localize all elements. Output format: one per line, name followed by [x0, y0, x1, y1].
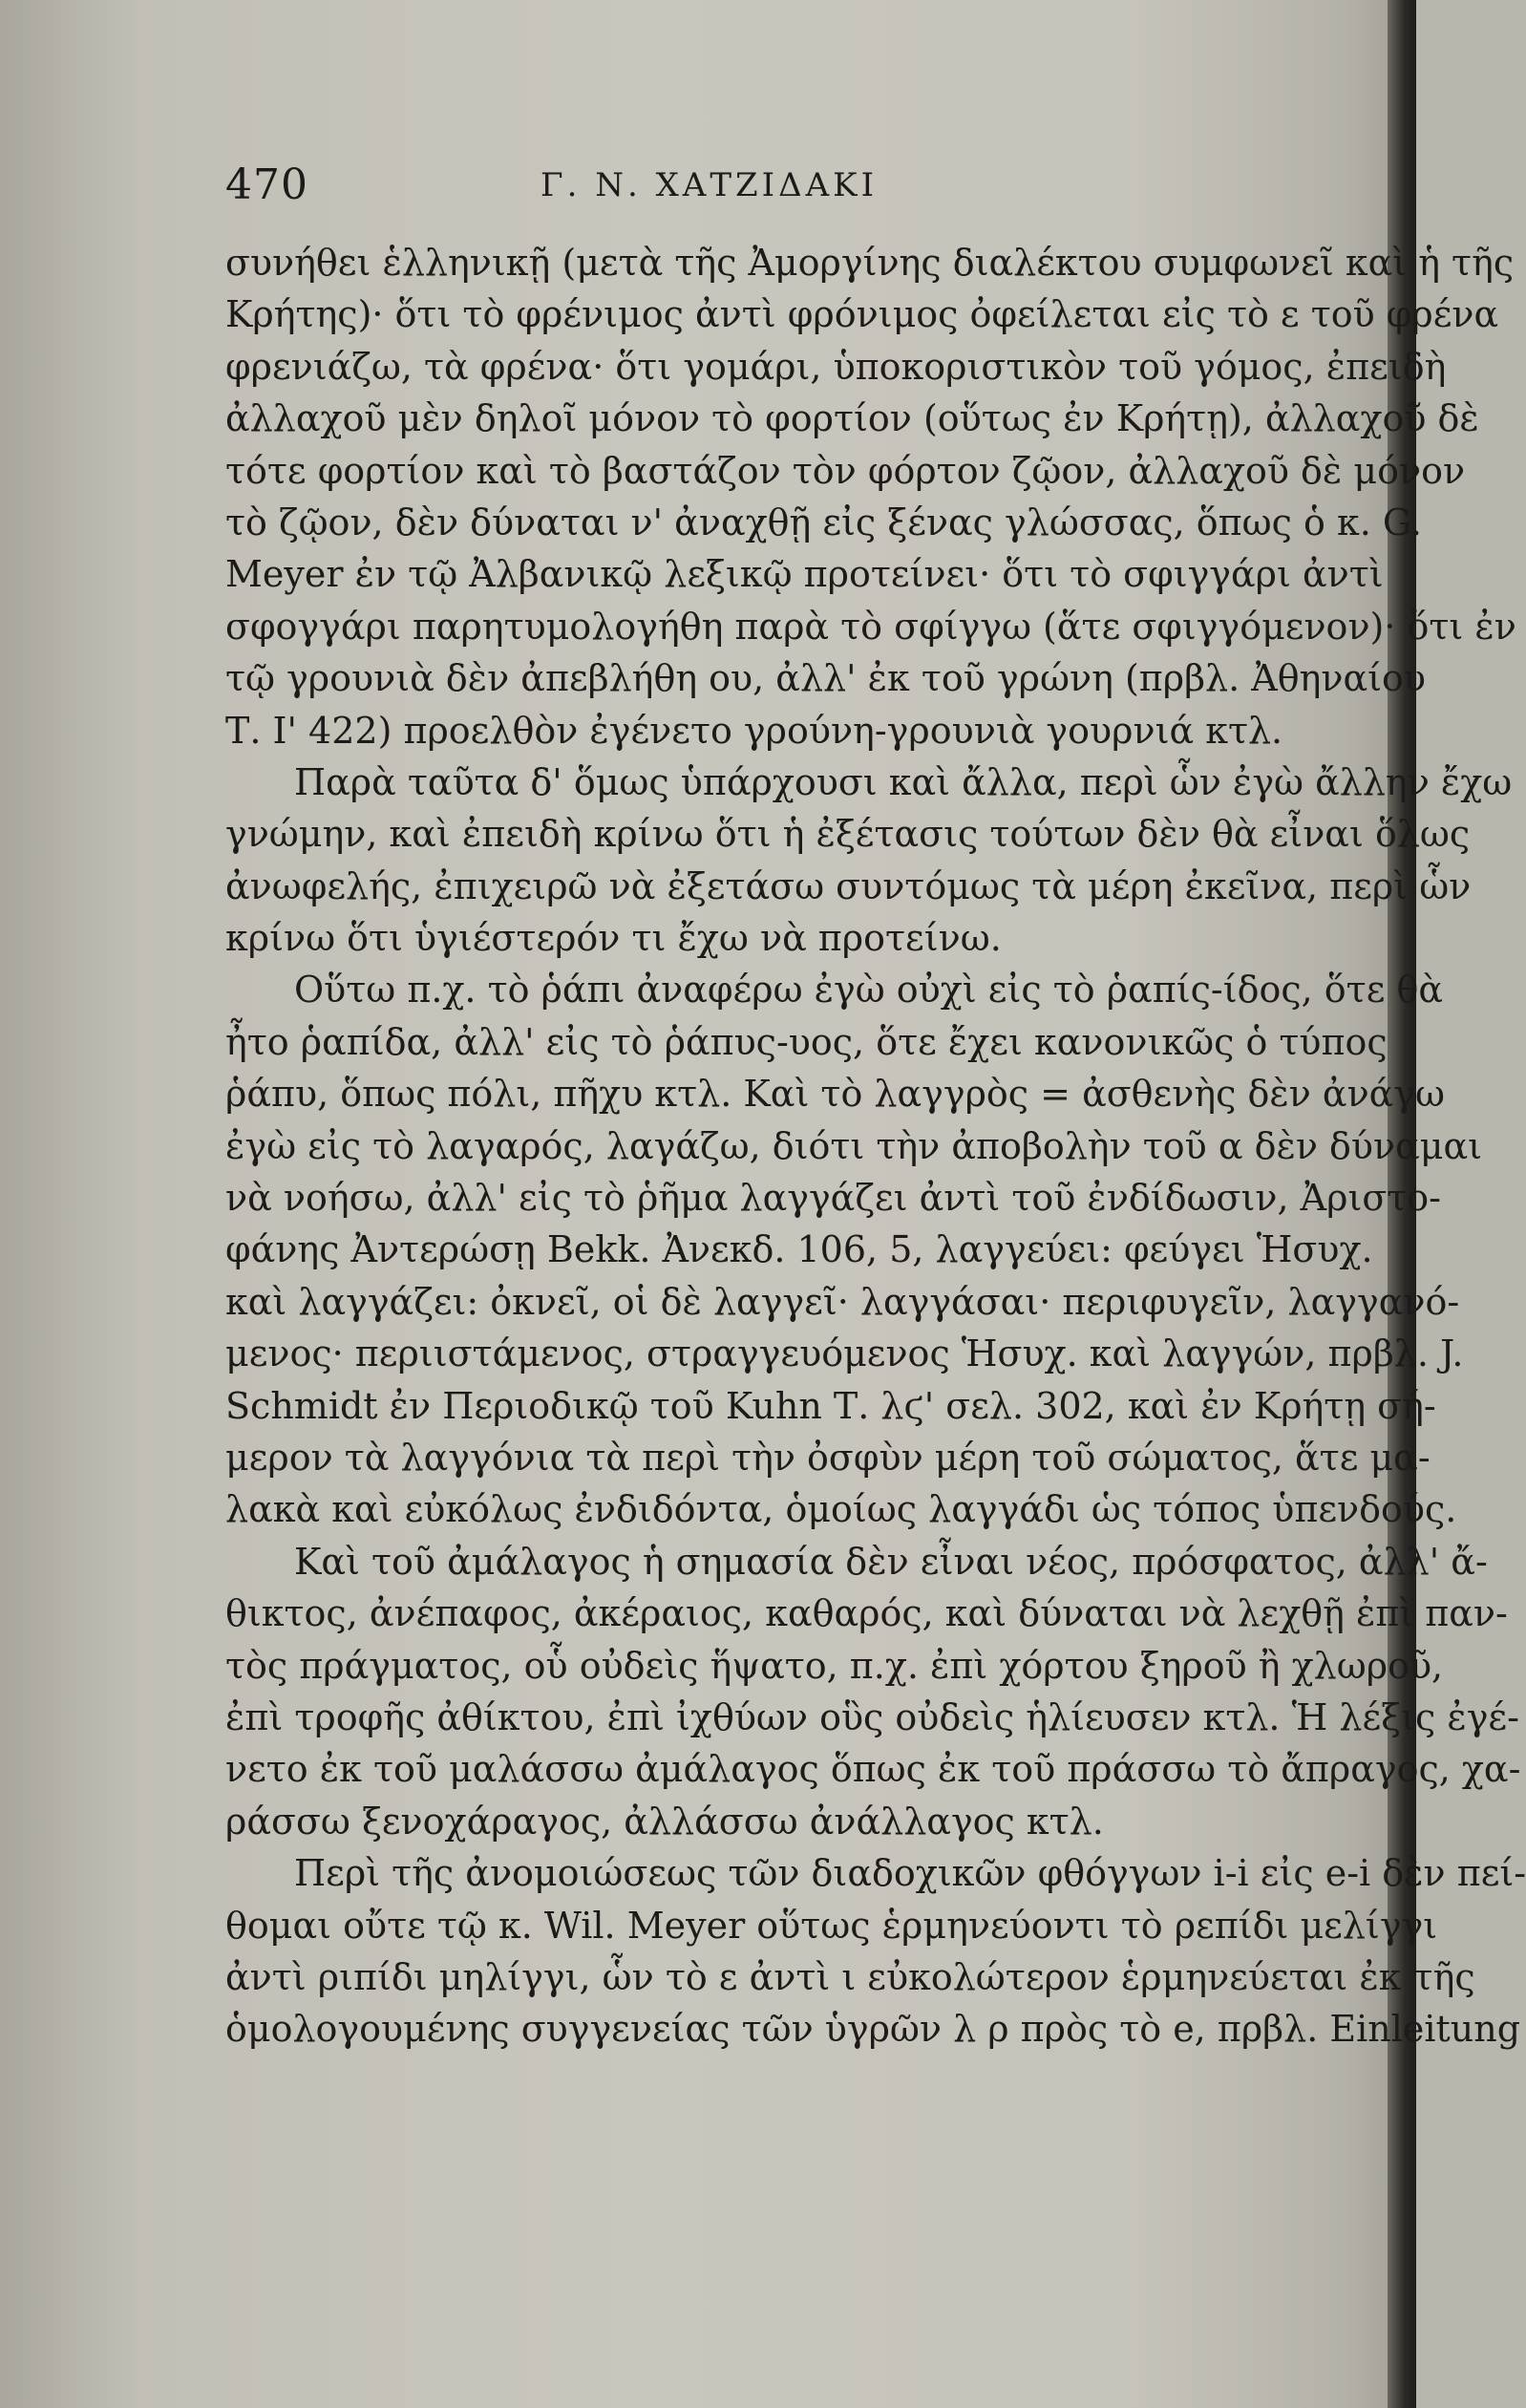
text-line: τὸ ζῷον, δὲν δύναται ν' ἀναχθῇ εἰς ξένας γλώσσας, ὅπως ὁ κ. G. [225, 501, 1422, 543]
text-line: κρίνω ὅτι ὑγιέστερόν τι ἔχω νὰ προτείνω. [225, 917, 1002, 960]
body-text [225, 237, 1526, 2056]
text-line: σφογγάρι παρητυμολογήθη παρὰ τὸ σφίγγω (ἅτε σφιγγόμενον)· ὅτι ἐν [225, 605, 1516, 648]
text-line: γνώμην, καὶ ἐπειδὴ κρίνω ὅτι ἡ ἐξέτασις τούτων δὲν θὰ εἶναι ὅλως [225, 813, 1471, 856]
text-line: μερον τὰ λαγγόνια τὰ περὶ τὴν ὀσφὺν μέρη τοῦ σώματος, ἅτε μα- [225, 1436, 1431, 1479]
text-line: Schmidt ἐν Περιοδικῷ τοῦ Kuhn Τ. λϛ' σελ. 302, καὶ ἐν Κρήτῃ σή- [225, 1384, 1436, 1427]
text-line: ἐγὼ εἰς τὸ λαγαρός, λαγάζω, διότι τὴν ἀποβολὴν τοῦ α δὲν δύναμαι [225, 1124, 1483, 1167]
text-line: Meyer ἐν τῷ Ἀλβανικῷ λεξικῷ προτείνει· ὅτι τὸ σφιγγάρι ἀντὶ [225, 553, 1384, 596]
text-line: Τ. Ι' 422) προελθὸν ἐγένετο γρούνη-γρουνιὰ γουρνιά κτλ. [225, 709, 1283, 752]
text-line: ἀλλαχοῦ μὲν δηλοῖ μόνον τὸ φορτίον (οὕτως ἐν Κρήτῃ), ἀλλαχοῦ δὲ [225, 397, 1479, 440]
running-head: Γ. Ν. ΧΑΤΖΙΔΑΚΙ [540, 166, 879, 204]
text-line: λακὰ καὶ εὐκόλως ἐνδιδόντα, ὁμοίως λαγγάδι ὡς τόπος ὑπενδούς. [225, 1488, 1457, 1531]
text-line: θικτος, ἀνέπαφος, ἀκέραιος, καθαρός, καὶ δύναται νὰ λεχθῇ ἐπὶ παν- [225, 1592, 1508, 1635]
text-line: φάνης Ἀντερώσῃ Bekk. Ἀνεκδ. 106, 5, λαγγεύει: φεύγει Ἡσυχ. [225, 1228, 1373, 1271]
text-line: ἦτο ῥαπίδα, ἀλλ' εἰς τὸ ῥάπυς-υος, ὅτε ἔχει κανονικῶς ὁ τύπος [225, 1020, 1388, 1063]
text-line: ἀντὶ ριπίδι μηλίγγι, ὧν τὸ ε ἀντὶ ι εὐκολώτερον ἑρμηνεύεται ἐκ τῆς [225, 1955, 1475, 1998]
text-line: καὶ λαγγάζει: ὀκνεῖ, οἱ δὲ λαγγεῖ· λαγγάσαι· περιφυγεῖν, λαγγανό- [225, 1280, 1460, 1323]
text-line: ῥάπυ, ὅπως πόλι, πῆχυ κτλ. Καὶ τὸ λαγγρὸς = ἀσθενὴς δὲν ἀνάγω [225, 1073, 1446, 1116]
page-header [225, 160, 1352, 208]
text-line: ἐπὶ τροφῆς ἀθίκτου, ἐπὶ ἰχθύων οὓς οὐδεὶς ἡλίευσεν κτλ. Ἡ λέξις ἐγέ- [225, 1695, 1519, 1738]
text-line: νὰ νοήσω, ἀλλ' εἰς τὸ ῥῆμα λαγγάζει ἀντὶ τοῦ ἐνδίδωσιν, Ἀριστο- [225, 1177, 1442, 1220]
text-line: συνήθει ἑλληνικῇ (μετὰ τῆς Ἀμοργίνης διαλέκτου συμφωνεῖ καὶ ἡ τῆς [225, 242, 1515, 284]
text-line: φρενιάζω, τὰ φρένα· ὅτι γομάρι, ὑποκοριστικὸν τοῦ γόμος, ἐπειδὴ [225, 345, 1447, 388]
text-line: τὸς πράγματος, οὗ οὐδεὶς ἥψατο, π.χ. ἐπὶ χόρτου ξηροῦ ἢ χλωροῦ, [225, 1644, 1444, 1687]
text-line: τότε φορτίον καὶ τὸ βαστάζον τὸν φόρτον ζῷον, ἀλλαχοῦ δὲ μόνον [225, 449, 1466, 492]
text-line: ὁμολογουμένης συγγενείας τῶν ὑγρῶν λ ρ πρὸς τὸ e, πρβλ. Einleitung [225, 2008, 1521, 2051]
text-line: Οὕτω π.χ. τὸ ῥάπι ἀναφέρω ἐγὼ οὐχὶ εἰς τὸ ῥαπίς-ίδος, ὅτε θὰ [294, 969, 1444, 1012]
text-line: νετο ἐκ τοῦ μαλάσσω ἀμάλαγος ὅπως ἐκ τοῦ πράσσω τὸ ἄπραγος, χα- [225, 1748, 1521, 1791]
text-line: Παρὰ ταῦτα δ' ὅμως ὑπάρχουσι καὶ ἄλλα, περὶ ὧν ἐγὼ ἄλλην ἔχω [294, 760, 1513, 803]
text-line: Καὶ τοῦ ἀμάλαγος ἡ σημασία δὲν εἶναι νέος, πρόσφατος, ἀλλ' ἄ- [294, 1540, 1488, 1583]
page-number: 470 [225, 160, 308, 209]
text-line: ράσσω ξενοχάραγος, ἀλλάσσω ἀνάλλαγος κτλ. [225, 1800, 1104, 1843]
text-line: τῷ γρουνιὰ δὲν ἀπεβλήθη ου, ἀλλ' ἐκ τοῦ γρώνη (πρβλ. Ἀθηναίου [225, 657, 1427, 700]
text-line: ἀνωφελής, ἐπιχειρῶ νὰ ἐξετάσω συντόμως τὰ μέρη ἐκεῖνα, περὶ ὧν [225, 864, 1472, 907]
text-line: θομαι οὔτε τῷ κ. Wil. Meyer οὕτως ἑρμηνεύοντι τὸ ρεπίδι μελίγγι [225, 1904, 1438, 1947]
text-line: Κρήτης)· ὅτι τὸ φρένιμος ἀντὶ φρόνιμος ὀφείλεται εἰς τὸ ε τοῦ φρένα [225, 293, 1499, 336]
text-line: μενος· περιιστάμενος, στραγγευόμενος Ἡσυχ. καὶ λαγγών, πρβλ. J. [225, 1332, 1464, 1375]
text-line: Περὶ τῆς ἀνομοιώσεως τῶν διαδοχικῶν φθόγγων i-i εἰς e-i δὲν πεί- [294, 1852, 1526, 1895]
